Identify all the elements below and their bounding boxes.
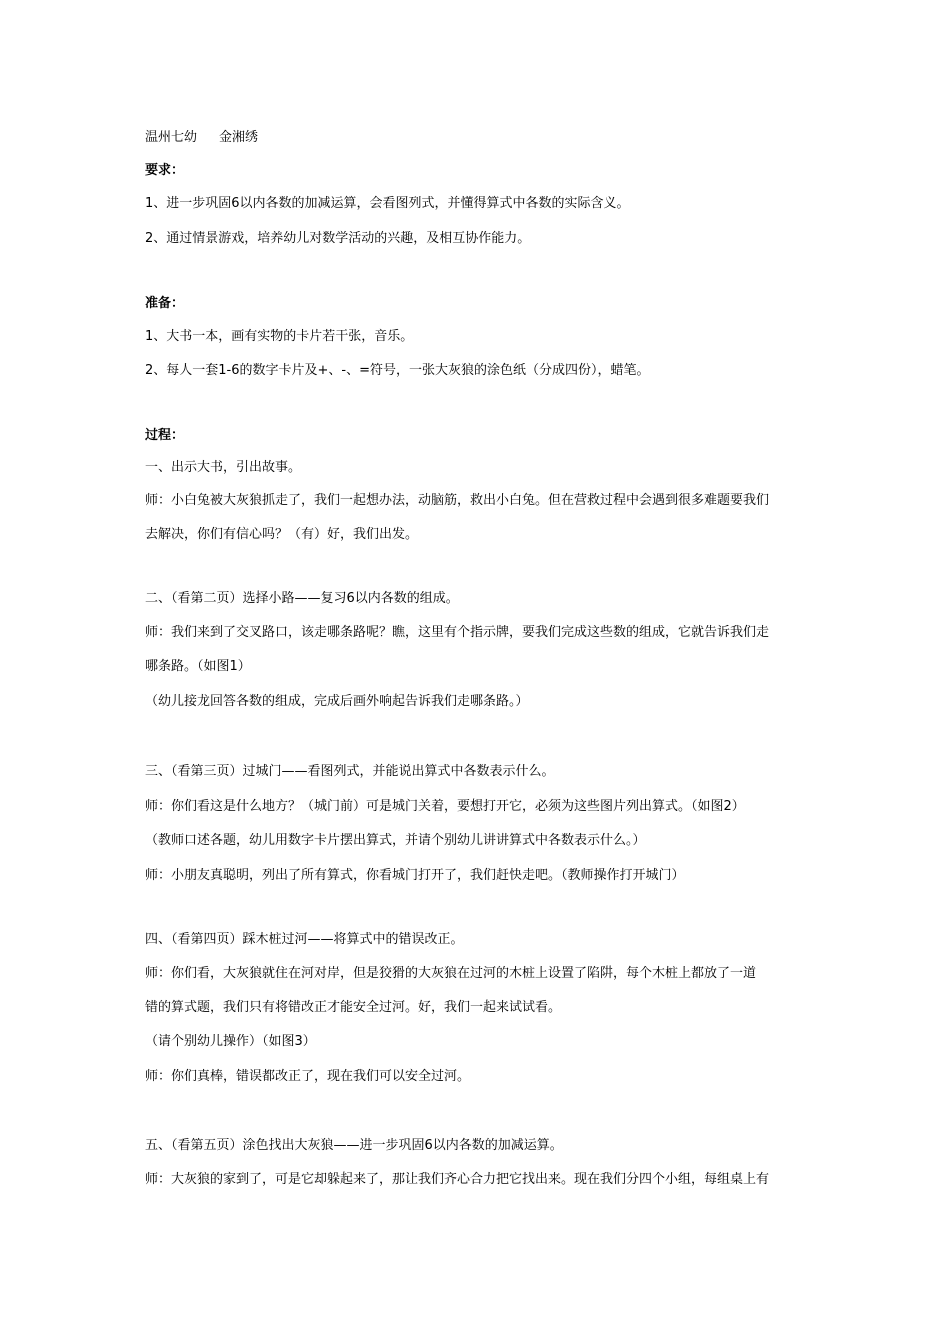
step4-line: 师：你们真棒，错误都改正了，现在我们可以安全过河。	[145, 1069, 471, 1084]
step4-line: 错的算式题，我们只有将错改正才能安全过河。好，我们一起来试试看。	[145, 1000, 562, 1015]
step2-line: 哪条路。（如图1）	[145, 659, 251, 674]
step1-title: 一、出示大书，引出故事。	[145, 460, 302, 475]
requirement-item: 2、通过情景游戏，培养幼儿对数学活动的兴趣，及相互协作能力。	[145, 231, 531, 246]
step2-title: 二、（看第二页）选择小路——复习6以内各数的组成。	[145, 591, 459, 606]
step1-line: 师：小白兔被大灰狼抓走了，我们一起想办法，动脑筋，救出小白兔。但在营救过程中会遇到很多难题要我们	[145, 493, 770, 508]
preparation-item: 2、每人一套1-6的数字卡片及+、-、=符号，一张大灰狼的涂色纸（分成四份），蜡笔。	[145, 363, 650, 378]
step5-line: 师：大灰狼的家到了，可是它却躲起来了，那让我们齐心合力把它找出来。现在我们分四个小组，每组桌上有	[145, 1172, 770, 1187]
step4-line: 师：你们看，大灰狼就住在河对岸，但是狡猾的大灰狼在过河的木桩上设置了陷阱，每个木桩上都放了一道	[145, 966, 757, 981]
step4-line: （请个别幼儿操作）（如图3）	[145, 1034, 316, 1049]
requirement-item: 1、进一步巩固6以内各数的加减运算，会看图列式，并懂得算式中各数的实际含义。	[145, 196, 630, 211]
preparation-heading: 准备：	[145, 296, 185, 311]
step3-line: 师：你们看这是什么地方？（城门前）可是城门关着，要想打开它，必须为这些图片列出算式。（如图2）	[145, 799, 745, 814]
author-line	[145, 129, 815, 147]
step3-title: 三、（看第三页）过城门——看图列式，并能说出算式中各数表示什么。	[145, 764, 555, 779]
step2-line: （幼儿接龙回答各数的组成，完成后画外响起告诉我们走哪条路。）	[145, 694, 529, 709]
process-heading: 过程：	[145, 428, 185, 443]
step3-line: （教师口述各题，幼儿用数字卡片摆出算式，并请个别幼儿讲讲算式中各数表示什么。）	[145, 833, 646, 848]
preparation-item: 1、大书一本，画有实物的卡片若干张，音乐。	[145, 329, 414, 344]
school-name: 温州七幼	[145, 130, 198, 145]
step2-line: 师：我们来到了交叉路口，该走哪条路呢？瞧，这里有个指示牌，要我们完成这些数的组成，它就告诉我们走	[145, 625, 770, 640]
step5-title: 五、（看第五页）涂色找出大灰狼——进一步巩固6以内各数的加减运算。	[145, 1138, 563, 1153]
step1-line: 去解决，你们有信心吗？（有）好，我们出发。	[145, 527, 419, 542]
author-name: 金湘绣	[219, 130, 259, 145]
step3-line: 师：小朋友真聪明，列出了所有算式，你看城门打开了，我们赶快走吧。（教师操作打开城门）	[145, 868, 685, 883]
step4-title: 四、（看第四页）踩木桩过河——将算式中的错误改正。	[145, 932, 464, 947]
requirements-heading: 要求：	[145, 163, 185, 178]
